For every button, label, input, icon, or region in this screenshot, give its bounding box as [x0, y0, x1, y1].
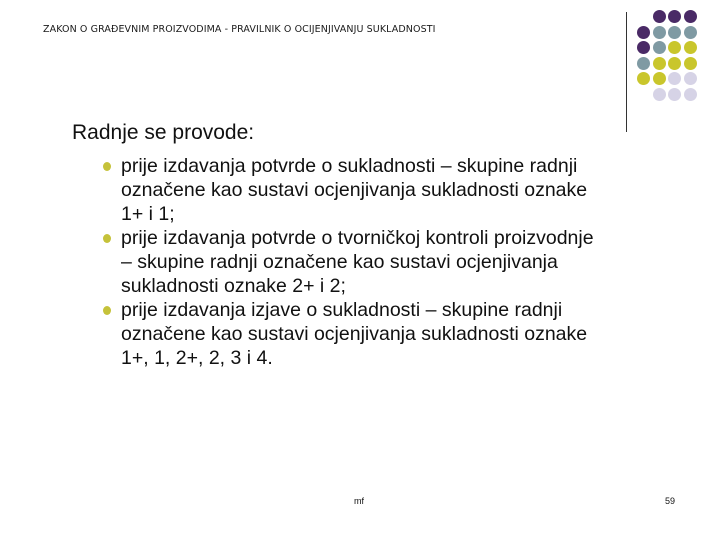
intro-heading: Radnje se provode: [72, 121, 255, 144]
decorative-dot-icon [684, 26, 697, 39]
decorative-dot-icon [668, 72, 681, 85]
decorative-dot-icon [668, 88, 681, 101]
decorative-dot-icon [684, 10, 697, 23]
list-item [103, 298, 693, 370]
decorative-dot-icon [653, 88, 666, 101]
divider-line [626, 12, 627, 132]
list-item [103, 154, 693, 226]
list-item-line: označene kao sustavi ocjenjivanja sukladnosti oznake [121, 323, 588, 345]
bullet-dot-icon [103, 234, 111, 243]
bullet-dot-icon [103, 162, 111, 171]
decorative-dot-icon [653, 72, 666, 85]
list-item-line: prije izdavanja potvrde o sukladnosti – skupine radnji [121, 155, 578, 177]
decorative-dot-icon [653, 41, 666, 54]
list-item [103, 226, 693, 298]
decorative-dot-icon [637, 57, 650, 70]
decorative-dot-icon [684, 72, 697, 85]
footer-author: mf [354, 496, 364, 506]
decorative-dot-icon [684, 41, 697, 54]
decorative-dot-icon [668, 26, 681, 39]
page-number: 59 [665, 496, 676, 506]
decorative-dot-icon [684, 57, 697, 70]
list-item-line: prije izdavanja izjave o sukladnosti – skupine radnji [121, 299, 563, 321]
decorative-dot-icon [637, 26, 650, 39]
decorative-dot-icon [653, 57, 666, 70]
decorative-dot-icon [668, 41, 681, 54]
list-item-line: označene kao sustavi ocjenjivanja sukladnosti oznake [121, 179, 588, 201]
decorative-dot-icon [637, 72, 650, 85]
decorative-dot-icon [653, 10, 666, 23]
decorative-dot-icon [668, 10, 681, 23]
list-item-line: – skupine radnji označene kao sustavi ocjenjivanja [121, 251, 558, 273]
header-title: ZAKON O GRAĐEVNIM PROIZVODIMA - PRAVILNIK O OCIJENJIVANJU SUKLADNOSTI [43, 24, 436, 35]
decorative-dot-icon [684, 88, 697, 101]
bullet-list [103, 154, 693, 370]
list-item-line: 1+, 1, 2+, 2, 3 i 4. [121, 347, 273, 369]
decorative-dot-icon [653, 26, 666, 39]
decorative-dot-icon [637, 41, 650, 54]
decorative-dot-icon [668, 57, 681, 70]
list-item-line: sukladnosti oznake 2+ i 2; [121, 275, 346, 297]
bullet-dot-icon [103, 306, 111, 315]
list-item-line: prije izdavanja potvrde o tvorničkoj kontroli proizvodnje [121, 227, 594, 249]
list-item-line: 1+ i 1; [121, 203, 175, 225]
